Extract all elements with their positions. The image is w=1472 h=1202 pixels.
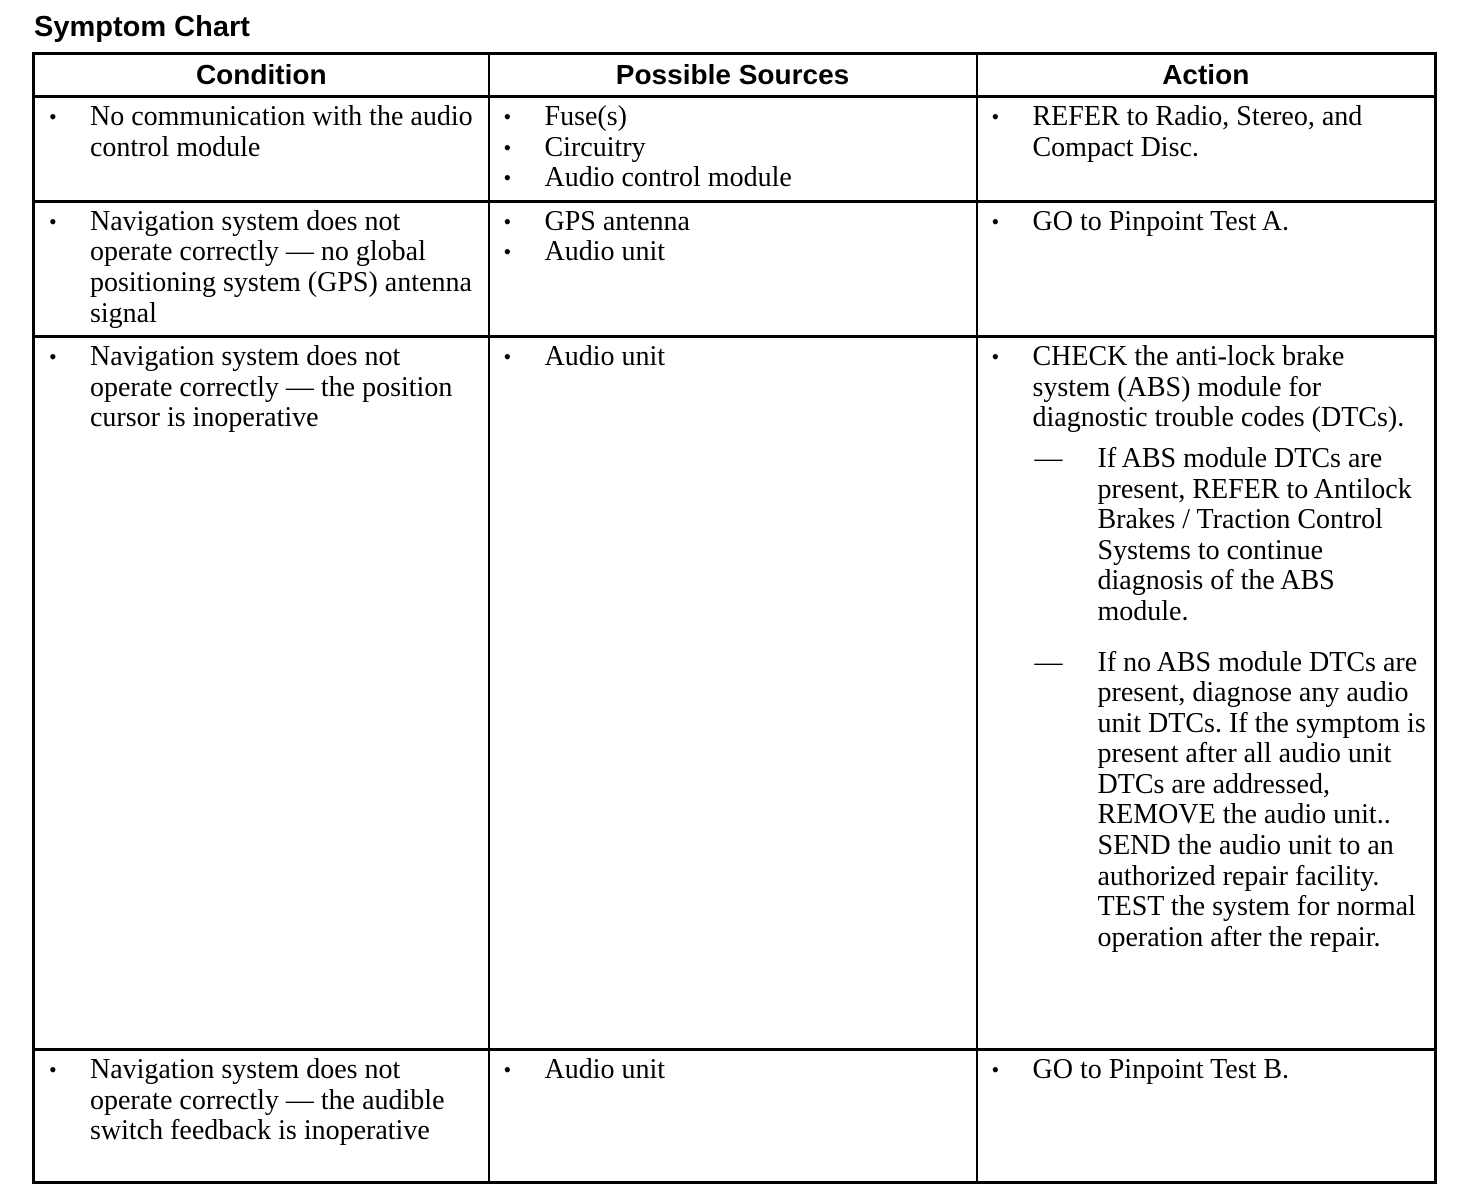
condition-text: Navigation system does not operate correctly — no global positioning system (GPS) antenna signal <box>90 205 472 329</box>
bullet-icon: • <box>503 134 512 160</box>
header-action: Action <box>977 54 1436 97</box>
condition-text: Navigation system does not operate correctly — the position cursor is inoperative <box>90 341 453 434</box>
source-text: Audio unit <box>544 341 666 373</box>
condition-text: Navigation system does not operate correctly — the audible switch feedback is inoperative <box>90 1054 445 1147</box>
list-item <box>498 342 968 373</box>
list-item <box>498 163 968 194</box>
dash-icon: — <box>1034 646 1063 678</box>
bullet-icon: • <box>49 104 57 129</box>
condition-cell <box>34 1050 489 1183</box>
source-text: GPS antenna <box>544 205 690 237</box>
table-header-row <box>34 54 1436 97</box>
bullet-icon: • <box>503 165 512 191</box>
action-cell <box>977 1050 1436 1183</box>
list-item <box>43 342 480 434</box>
bullet-icon: • <box>49 344 57 370</box>
bullet-icon: • <box>503 208 512 234</box>
bullet-icon: • <box>503 1057 512 1083</box>
source-text: Fuse(s) <box>544 101 627 132</box>
sub-action-item <box>1033 648 1427 954</box>
list-item <box>986 207 1427 238</box>
action-text: GO to Pinpoint Test B. <box>1032 1054 1290 1086</box>
table-row <box>34 1050 1436 1183</box>
sub-action-item <box>1033 444 1427 628</box>
symptom-chart-table <box>32 52 1437 1184</box>
sub-action-text: If no ABS module DTCs are present, diagnose any audio unit DTCs. If the symptom is present after all audio unit DTCs are addressed, REMOVE the audio unit.. SEND the audio unit to an authorized repair facility. TEST the system for normal operation after the repair. <box>1097 646 1426 953</box>
table-row <box>34 201 1436 336</box>
action-text: CHECK the anti-lock brake system (ABS) module for diagnostic trouble codes (DTCs). <box>1032 341 1405 434</box>
sources-cell <box>489 1050 977 1183</box>
sub-action-list <box>1033 444 1427 954</box>
dash-icon: — <box>1034 442 1063 474</box>
table-row <box>34 337 1436 1050</box>
header-possible-sources: Possible Sources <box>489 54 977 97</box>
sub-action-text: If ABS module DTCs are present, REFER to Antilock Brakes / Traction Control Systems to continue diagnosis of the ABS module. <box>1097 442 1412 627</box>
list-item <box>43 207 480 329</box>
source-text: Audio unit <box>544 1054 666 1086</box>
action-cell <box>977 201 1436 336</box>
source-text: Circuitry <box>544 131 646 163</box>
sources-cell <box>489 201 977 336</box>
bullet-icon: • <box>49 1057 57 1083</box>
header-condition: Condition <box>34 54 489 97</box>
bullet-icon: • <box>991 104 1000 129</box>
bullet-icon: • <box>503 239 512 265</box>
bullet-icon: • <box>49 208 57 234</box>
table-row <box>34 97 1436 202</box>
list-item <box>986 102 1427 163</box>
list-item <box>986 342 1427 953</box>
bullet-icon: • <box>991 344 1000 370</box>
action-text: GO to Pinpoint Test A. <box>1032 205 1290 237</box>
sources-cell <box>489 97 977 202</box>
action-cell <box>977 97 1436 202</box>
list-item <box>498 237 968 268</box>
list-item <box>43 1055 480 1147</box>
list-item <box>43 102 480 163</box>
bullet-icon: • <box>503 104 512 129</box>
condition-cell <box>34 97 489 202</box>
condition-cell <box>34 201 489 336</box>
sources-cell <box>489 337 977 1050</box>
condition-text: No communication with the audio control module <box>90 101 473 163</box>
list-item <box>498 207 968 238</box>
list-item <box>986 1055 1427 1086</box>
list-item <box>498 133 968 164</box>
bullet-icon: • <box>991 1057 1000 1083</box>
action-text: REFER to Radio, Stereo, and Compact Disc. <box>1032 101 1363 163</box>
source-text: Audio unit <box>544 236 666 268</box>
action-cell <box>977 337 1436 1050</box>
page-title: Symptom Chart <box>34 11 250 43</box>
bullet-icon: • <box>991 208 1000 234</box>
source-text: Audio control module <box>544 162 792 194</box>
list-item <box>498 1055 968 1086</box>
list-item <box>498 102 968 133</box>
bullet-icon: • <box>503 344 512 370</box>
condition-cell <box>34 337 489 1050</box>
